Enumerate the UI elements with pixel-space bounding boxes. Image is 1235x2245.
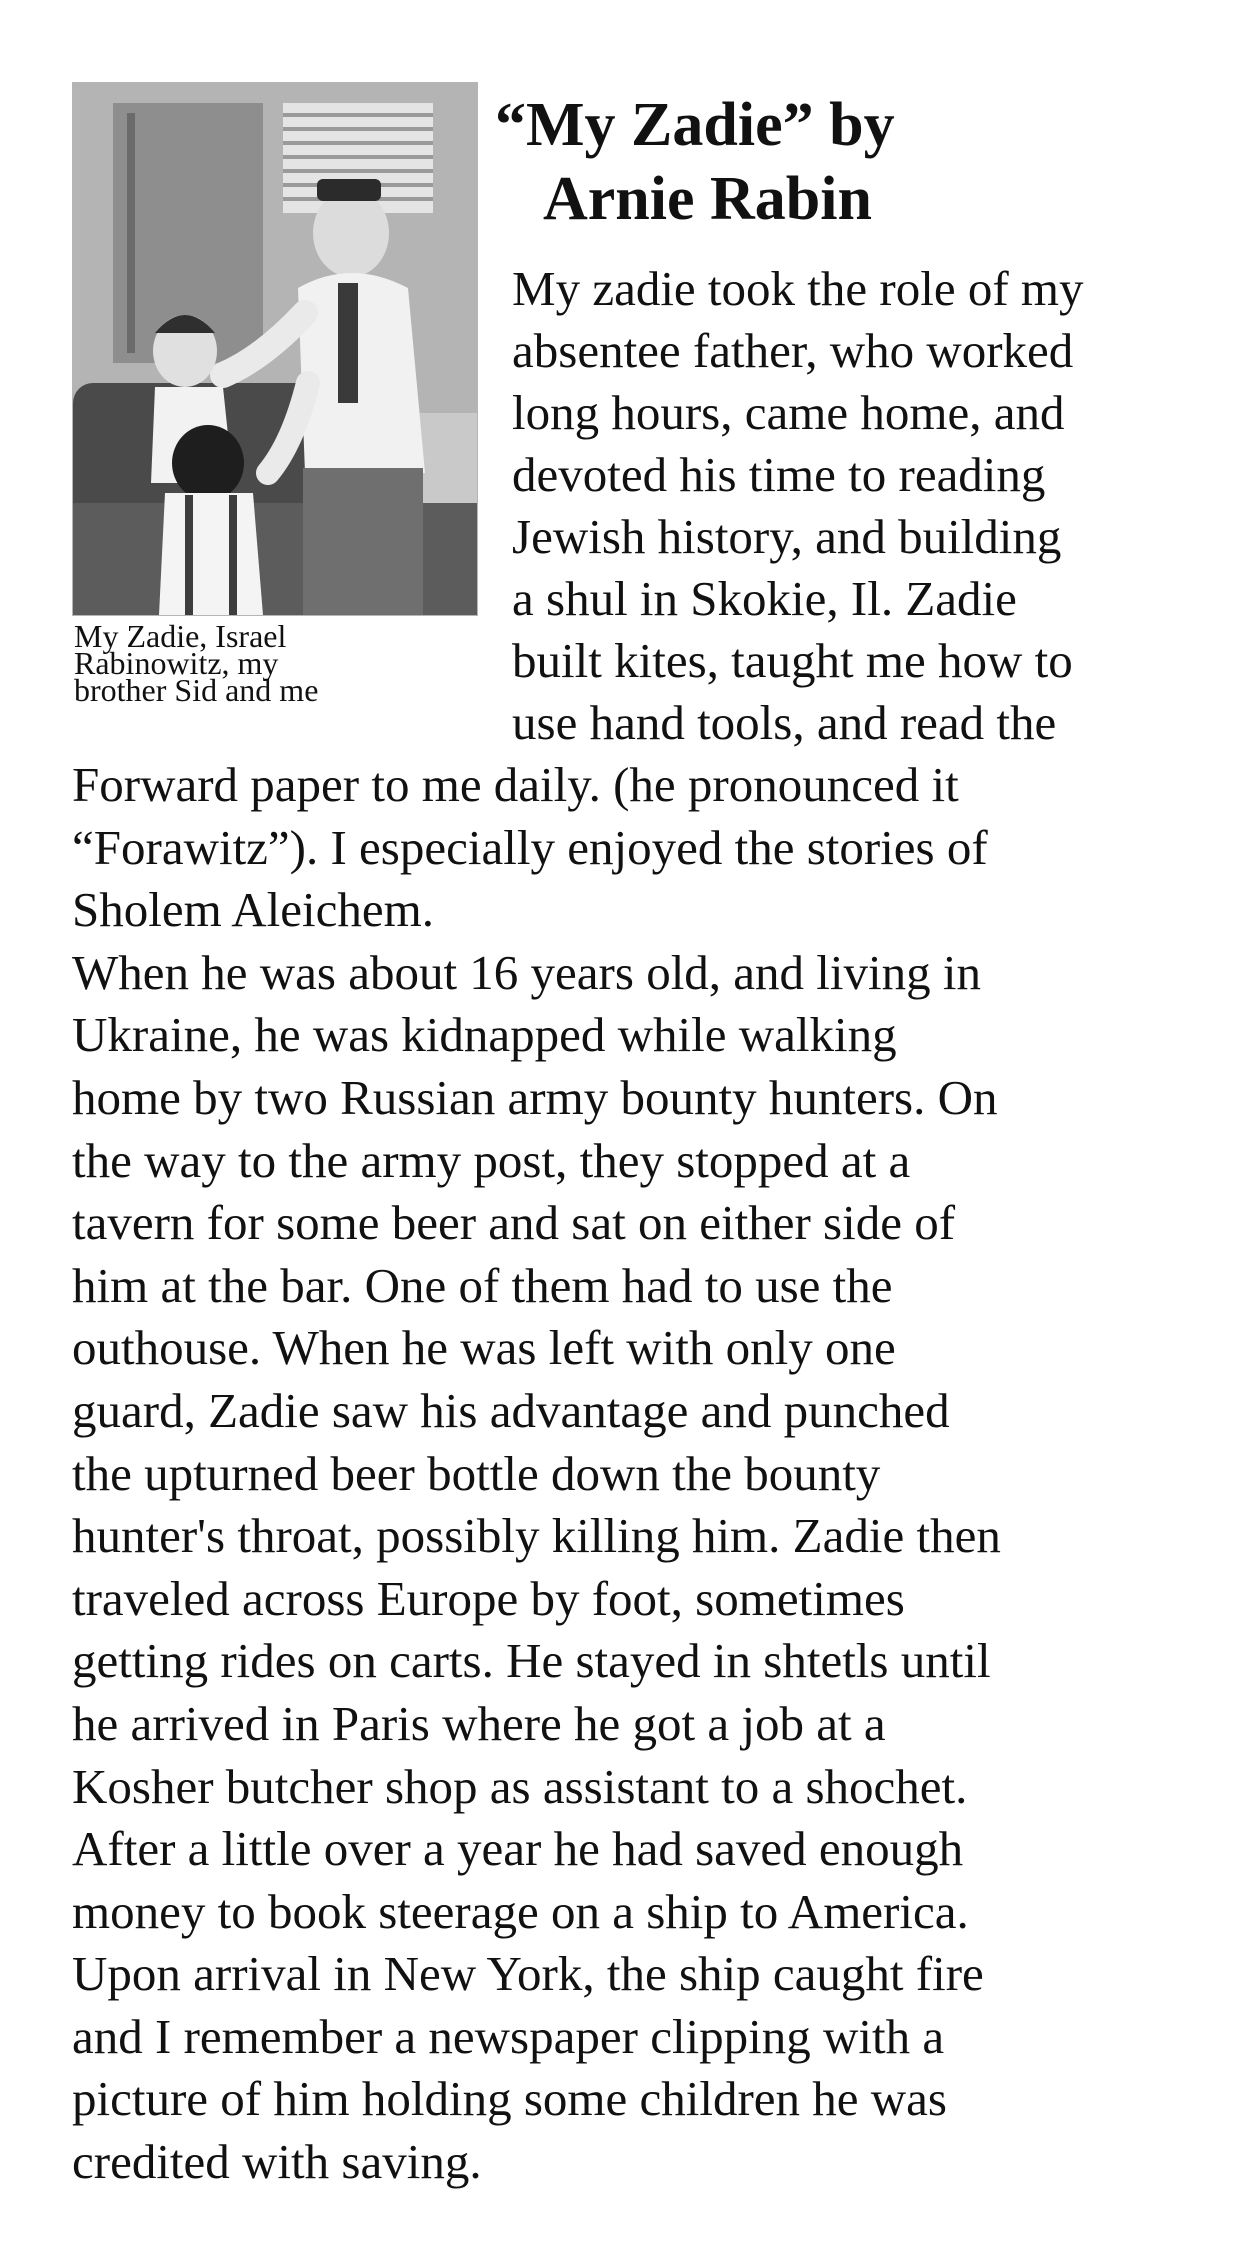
story-line: Ukraine, he was kidnapped while walking bbox=[72, 1007, 897, 1063]
story-intro-column bbox=[512, 258, 1212, 754]
story-line: built kites, taught me how to bbox=[512, 633, 1073, 688]
story-line: tavern for some beer and sat on either side of bbox=[72, 1195, 956, 1251]
story-line: My zadie took the role of my bbox=[512, 261, 1084, 316]
story-line: home by two Russian army bounty hunters. On bbox=[72, 1069, 998, 1125]
story-line: hunter's throat, possibly killing him. Zadie then bbox=[72, 1508, 1001, 1564]
story-line: he arrived in Paris where he got a job at a bbox=[72, 1695, 886, 1751]
story-line: After a little over a year he had saved enough bbox=[72, 1821, 964, 1877]
story-line: When he was about 16 years old, and living in bbox=[72, 944, 982, 1000]
story-line: picture of him holding some children he was bbox=[72, 2071, 947, 2127]
title-line-2: Arnie Rabin bbox=[543, 165, 872, 233]
article-title bbox=[495, 88, 1195, 236]
story-line: and I remember a newspaper clipping with a bbox=[72, 2008, 945, 2064]
story-line: Jewish history, and building bbox=[512, 509, 1062, 564]
story-line: long hours, came home, and bbox=[512, 385, 1065, 440]
caption-line: Rabinowitz, my bbox=[74, 645, 279, 681]
story-line: Sholem Aleichem. bbox=[72, 882, 434, 938]
title-line-1: “My Zadie” by bbox=[495, 91, 895, 159]
story-line: “Forawitz”). I especially enjoyed the stories of bbox=[72, 819, 988, 875]
story-line: credited with saving. bbox=[72, 2134, 482, 2190]
family-photo bbox=[72, 82, 478, 616]
story-line: Forward paper to me daily. (he pronounced it bbox=[72, 757, 959, 812]
story-line: Kosher butcher shop as assistant to a shochet. bbox=[72, 1758, 968, 1814]
story-line: devoted his time to reading bbox=[512, 447, 1046, 502]
story-line: money to book steerage on a ship to America. bbox=[72, 1883, 969, 1939]
story-line: use hand tools, and read the bbox=[512, 695, 1057, 750]
story-line: the way to the army post, they stopped at a bbox=[72, 1132, 911, 1188]
caption-line: brother Sid and me bbox=[74, 672, 319, 708]
story-line: outhouse. When he was left with only one bbox=[72, 1320, 896, 1376]
story-line: him at the bar. One of them had to use the bbox=[72, 1257, 893, 1313]
story-line: getting rides on carts. He stayed in shtetls until bbox=[72, 1633, 991, 1689]
story-line: a shul in Skokie, Il. Zadie bbox=[512, 571, 1017, 626]
story-line: the upturned beer bottle down the bounty bbox=[72, 1445, 881, 1501]
family-photo-illustration bbox=[73, 83, 477, 615]
story-line: absentee father, who worked bbox=[512, 323, 1074, 378]
story-line: guard, Zadie saw his advantage and punched bbox=[72, 1382, 950, 1438]
story-body bbox=[72, 754, 1222, 2194]
caption-line: My Zadie, Israel bbox=[74, 618, 287, 654]
story-line: traveled across Europe by foot, sometimes bbox=[72, 1570, 905, 1626]
photo-caption bbox=[74, 618, 434, 708]
story-line: Upon arrival in New York, the ship caught fire bbox=[72, 1946, 984, 2002]
